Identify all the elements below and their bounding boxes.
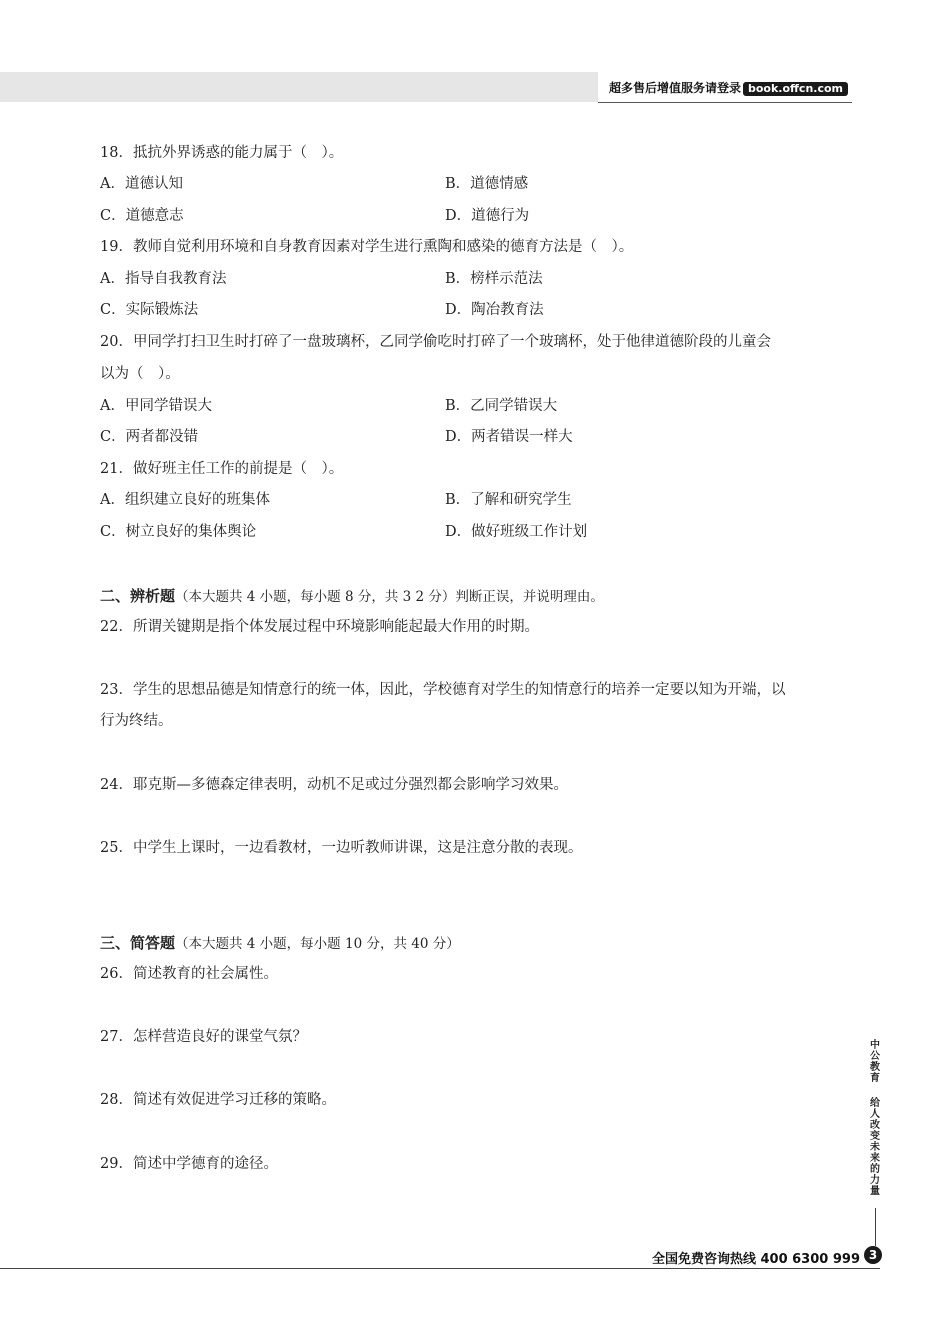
header-band	[0, 72, 598, 102]
question-21-stem: 21．做好班主任工作的前提是（ ）。	[100, 461, 344, 477]
question-21-option-c: C．树立良好的集体舆论	[100, 524, 257, 540]
section-3-note: （本大题共 4 小题，每小题 10 分，共 40 分）	[175, 936, 460, 952]
side-divider	[875, 1208, 876, 1246]
question-20-option-a: A．甲同学错误大	[100, 398, 212, 414]
question-20-option-c: C．两者都没错	[100, 429, 199, 445]
header-service-text	[609, 79, 848, 96]
question-19-option-a: A．指导自我教育法	[100, 271, 227, 287]
question-21-option-d: D．做好班级工作计划	[445, 524, 588, 540]
question-19-stem: 19．教师自觉利用环境和自身教育因素对学生进行熏陶和感染的德育方法是（ ）。	[100, 239, 634, 255]
question-23-cont: 行为终结。	[100, 713, 173, 729]
question-26: 26．简述教育的社会属性。	[100, 966, 278, 982]
section-2-heading	[100, 586, 604, 607]
side-brand-slogan: 给人改变未来的力量	[870, 1098, 880, 1197]
question-21-option-a: A．组织建立良好的班集体	[100, 492, 270, 508]
question-19-option-d: D．陶冶教育法	[445, 302, 544, 318]
side-brand-name: 中公教育	[870, 1040, 880, 1084]
question-27: 27．怎样营造良好的课堂气氛？	[100, 1029, 307, 1045]
question-18-option-c: C．道德意志	[100, 208, 184, 224]
question-18-option-b: B．道德情感	[445, 176, 529, 192]
question-19-option-c: C．实际锻炼法	[100, 302, 199, 318]
question-24: 24．耶克斯—多德森定律表明，动机不足或过分强烈都会影响学习效果。	[100, 777, 568, 793]
question-18-option-a: A．道德认知	[100, 176, 183, 192]
service-label: 超多售后增值服务请登录	[608, 81, 741, 95]
question-23: 23．学生的思想品德是知情意行的统一体，因此，学校德育对学生的知情意行的培养一定要以知为开端，以	[100, 682, 786, 698]
question-28: 28．简述有效促进学习迁移的策略。	[100, 1092, 336, 1108]
question-20-stem: 20．甲同学打扫卫生时打碎了一盘玻璃杯，乙同学偷吃时打碎了一个玻璃杯，处于他律道德阶段的儿童会	[100, 334, 771, 350]
question-29: 29．简述中学德育的途径。	[100, 1156, 278, 1172]
section-2-title: 二、辨析题	[100, 587, 176, 605]
section-2-note: （本大题共 4 小题，每小题 8 分，共 3 2 分）判断正误，并说明理由。	[175, 589, 604, 605]
question-20-stem-cont: 以为（ ）。	[100, 366, 180, 382]
question-25: 25．中学生上课时，一边看教材，一边听教师讲课，这是注意分散的表现。	[100, 840, 583, 856]
question-22: 22．所谓关键期是指个体发展过程中环境影响能起最大作用的时期。	[100, 619, 539, 635]
question-19-option-b: B．榜样示范法	[445, 271, 543, 287]
question-21-option-b: B．了解和研究学生	[445, 492, 572, 508]
side-brand	[866, 1040, 884, 1197]
footer-band	[0, 1246, 880, 1269]
section-3-heading	[100, 933, 460, 954]
question-18-option-d: D．道德行为	[445, 208, 530, 224]
question-18-stem: 18．抵抗外界诱惑的能力属于（ ）。	[100, 145, 344, 161]
question-20-option-b: B．乙同学错误大	[445, 398, 558, 414]
header-service-bar	[598, 72, 852, 103]
website-link[interactable]: book.offcn.com	[743, 82, 848, 96]
page-number-badge: 3	[864, 1246, 882, 1264]
question-20-option-d: D．两者错误一样大	[445, 429, 573, 445]
section-3-title: 三、简答题	[100, 934, 176, 952]
footer-hotline: 全国免费咨询热线 400 6300 999	[651, 1252, 860, 1267]
